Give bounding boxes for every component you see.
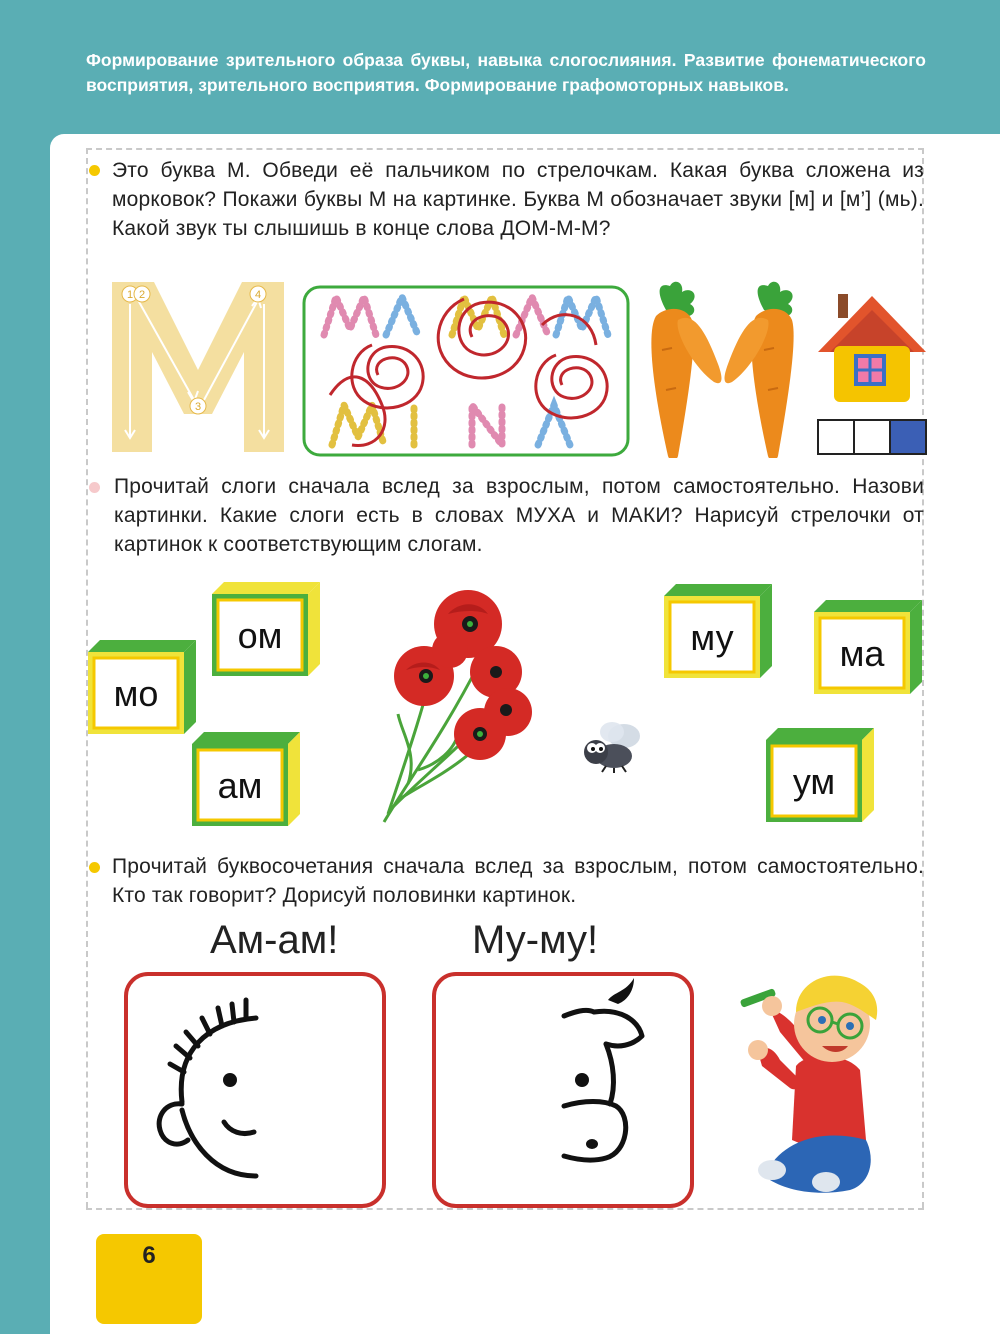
stroke-mark-1: 1 (126, 289, 134, 301)
stroke-mark-4: 4 (254, 289, 262, 301)
syllable-cube-mo[interactable] (88, 640, 200, 740)
task2-text: Прочитай слоги сначала вслед за взрослым, потом самостоятельно. Назови картинки. Какие слоги есть в словах МУХА и МАКИ? Нарисуй стрелочки от картинок к соответствующим слогам. (114, 475, 924, 556)
header-text: Формирование зрительного образа буквы, навыка слогослияния. Развитие фонематического восприятия, зрительного восприятия. Формирование графомоторных навыков. (86, 50, 926, 95)
dashed-frame-bottom (86, 1208, 924, 1210)
syllable-cube-mu[interactable] (664, 584, 776, 684)
syllable-cube-um[interactable] (766, 728, 878, 828)
phrase-am-am: Ам-ам! (210, 918, 339, 962)
task3-bullet (89, 862, 100, 873)
boy-with-pencil-picture (736, 970, 886, 1200)
stroke-mark-2: 2 (138, 289, 146, 301)
page-number: 6 (142, 1242, 156, 1269)
syllable-om: ом (237, 615, 283, 656)
syllable-cube-ma[interactable] (814, 600, 926, 700)
half-face-card-cow[interactable] (432, 972, 694, 1208)
task1-bullet (89, 165, 100, 176)
half-face-card-boy[interactable] (124, 972, 386, 1208)
house-picture (814, 290, 930, 458)
syllable-cube-om[interactable] (212, 582, 324, 682)
fly-picture (580, 718, 646, 774)
hidden-letters-picture (302, 285, 630, 457)
syllable-cube-am[interactable] (192, 732, 304, 832)
syllable-um: ум (792, 761, 836, 802)
syllable-am: ам (217, 765, 263, 806)
poppies-picture (378, 584, 548, 826)
task3-text: Прочитай буквосочетания сначала вслед за взрослым, потом самостоятельно. Кто так говорит? Дорисуй половинки картинок. (112, 855, 924, 907)
task1-text: Это буква М. Обведи её пальчиком по стрелочкам. Какая буква сложена из морковок? Покажи буквы М на картинке. Буква М обозначает звуки [м] и [м’] (мь). Какой звук ты слышишь в конце слова ДОМ-М-М? (112, 159, 924, 240)
syllable-mo: мо (113, 673, 159, 714)
task2-bullet (89, 482, 100, 493)
syllable-ma: ма (839, 633, 885, 674)
phrase-mu-mu: Му-му! (472, 918, 599, 962)
carrot-letter-m (638, 280, 808, 458)
stroke-mark-3: 3 (194, 401, 202, 413)
syllable-mu: му (690, 617, 734, 658)
letter-m-tracing (112, 282, 284, 452)
